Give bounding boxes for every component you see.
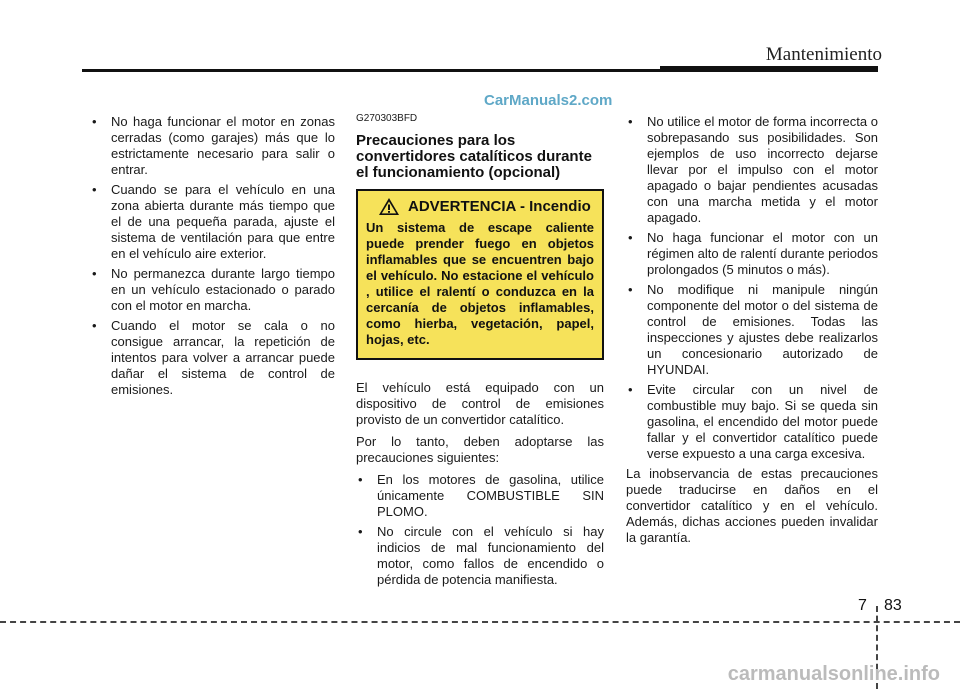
list-item: • No modifique ni manipule ningún componente del motor o del sistema de control de emisiones. Todas las inspecciones y ajustes debe realizarlos un concesionario autorizado de HYUNDAI. [626,282,878,378]
warning-body: Un sistema de escape caliente puede prender fuego en objetos inflamables que se encuentren bajo el vehículo. No estacione el vehículo , utilice el ralentí o conduzca en la cercanía de objetos inflamables, como hierba, vegetación, papel, hojas, etc. [366,220,594,347]
middle-bullet-list [356,472,604,588]
section-title: Precauciones para los convertidores catalíticos durante el funcionamiento (opcional) [356,132,592,181]
list-item: • No permanezca durante largo tiempo en un vehículo estacionado o parado con el motor en marcha. [90,266,335,314]
warning-title: ADVERTENCIA - Incendio [408,197,591,215]
left-bullet-list [90,114,335,398]
middle-column [356,111,604,592]
right-bullet-list [626,114,878,462]
section-code: G270303BFD [356,113,418,124]
paragraph: La inobservancia de estas precauciones puede traducirse en daños en el convertidor catalítico y en el vehículo. Además, dichas acciones pueden invalidar la garantía. [626,466,878,545]
watermark-top: CarManuals2.com [484,92,613,109]
list-item: • Evite circular con un nivel de combustible muy bajo. Si se queda sin gasolina, el encendido del motor puede fallar y el convertidor catalítico puede verse expuesto a una carga excesiva. [626,382,878,462]
footer-rule [0,621,960,623]
chapter-number: 7 [858,597,867,614]
list-item: • En los motores de gasolina, utilice únicamente COMBUSTIBLE SIN PLOMO. [356,472,604,520]
list-item: • No circule con el vehículo si hay indicios de mal funcionamiento del motor, como fallos de encendido o pérdida de potencia manifiesta. [356,524,604,588]
right-column [626,114,878,552]
warning-triangle-icon [378,197,400,216]
paragraph: Por lo tanto, deben adoptarse las precauciones siguientes: [356,434,604,465]
list-item: • Cuando se para el vehículo en una zona abierta durante más tiempo que el de una pequeña parada, ajuste el sistema de ventilación para que entre en el vehículo aire exterior. [90,182,335,262]
watermark-bottom: carmanualsonline.info [727,663,940,685]
header-title: Mantenimiento [765,44,882,65]
list-item: • Cuando el motor se cala o no consigue arrancar, la repetición de intentos para volver a arrancar puede dañar el sistema de control de emisiones. [90,318,335,398]
list-item: • No haga funcionar el motor en zonas cerradas (como garajes) más que lo estrictamente necesario para salir o entrar. [90,114,335,178]
page-number: 83 [884,597,902,614]
list-item: • No haga funcionar el motor con un régimen alto de ralentí durante periodos prolongados (5 minutos o más). [626,230,878,278]
paragraph: El vehículo está equipado con un dispositivo de control de emisiones provisto de un convertidor catalítico. [356,380,604,427]
list-item: • No utilice el motor de forma incorrecta o sobrepasando sus posibilidades. Son ejemplos de uso incorrecto dejarse llevar por el impulso con el motor apagado o bajar pendientes acusadas con una marcha metida y el motor apagado. [626,114,878,226]
warning-box [356,189,604,360]
left-column [90,114,335,402]
header-rule-accent [660,66,878,72]
warning-header [366,197,594,216]
